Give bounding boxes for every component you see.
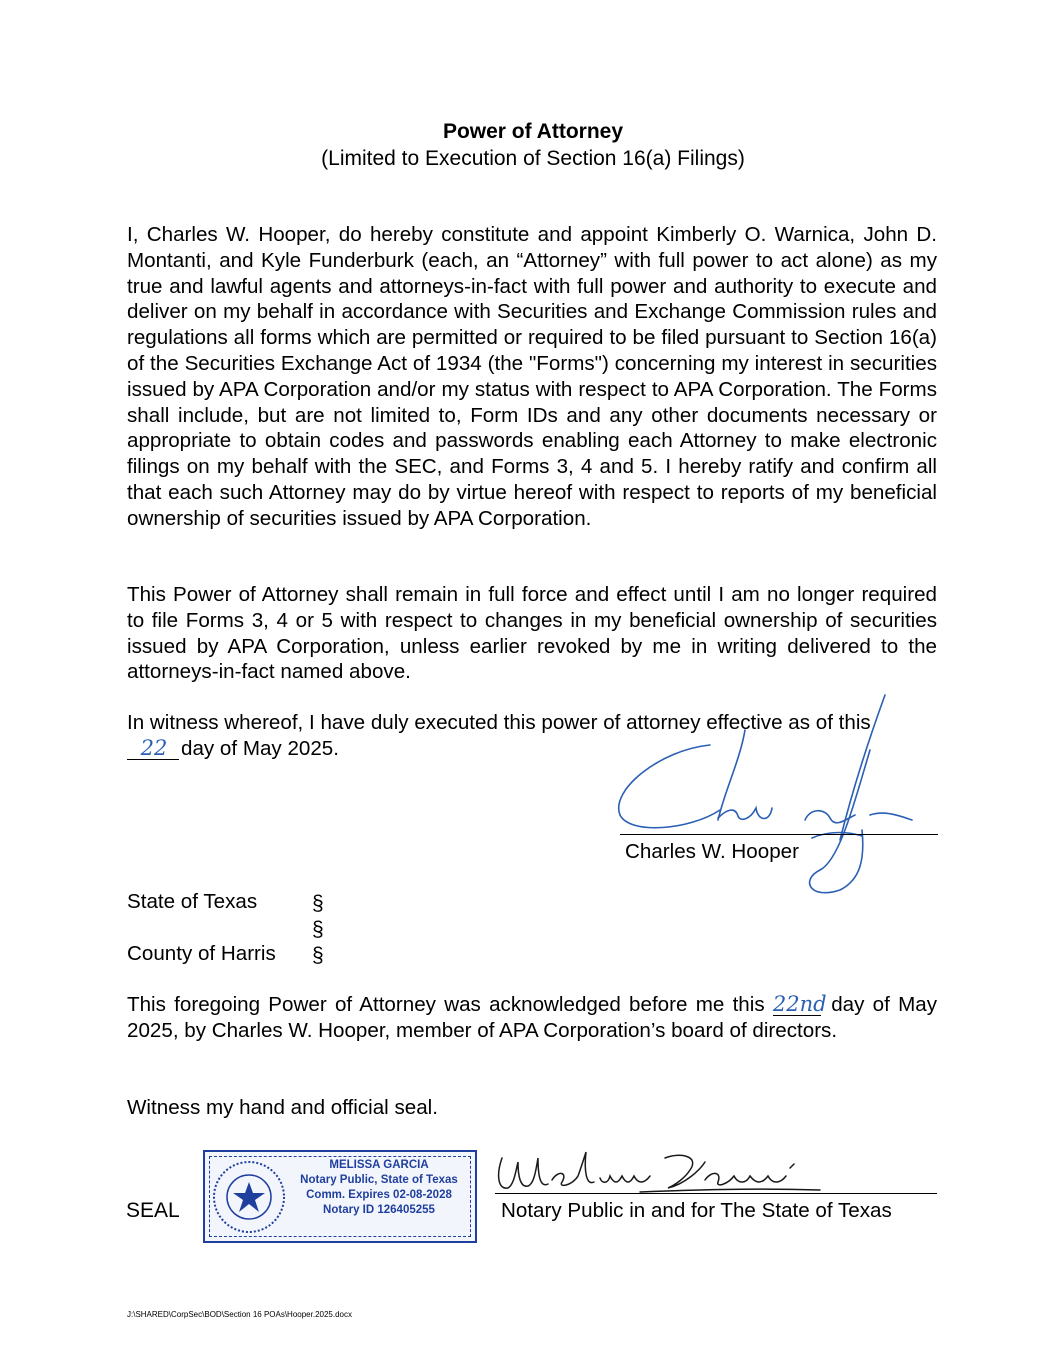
section-symbol: §	[312, 918, 324, 941]
witness-day-handwritten: 22	[140, 735, 168, 760]
ack-day-handwritten: 22nd	[772, 992, 827, 1016]
notary-caption: Notary Public in and for The State of Texas	[501, 1199, 892, 1222]
stamp-notary-id: Notary ID 126405255	[323, 1204, 435, 1216]
stamp-commission-title: Notary Public, State of Texas	[300, 1174, 458, 1186]
ack-text-a: This foregoing Power of Attorney was acknowledged before me this	[127, 993, 765, 1016]
notary-signature-line	[495, 1193, 937, 1194]
acknowledgment-paragraph	[127, 992, 937, 1044]
document-subtitle: (Limited to Execution of Section 16(a) Filings)	[321, 147, 745, 170]
notary-stamp-emblem	[210, 1158, 288, 1236]
footer-file-path: J:\SHARED\CorpSec\BOD\Section 16 POAs\Hooper.2025.docx	[127, 1310, 352, 1319]
witness-text-b: day of May 2025.	[181, 736, 339, 760]
ack-day-blank	[772, 992, 827, 1018]
document-title: Power of Attorney	[442, 120, 624, 143]
witness-seal-text: Witness my hand and official seal.	[127, 1096, 438, 1119]
county-label: County of Harris	[127, 942, 276, 965]
section-symbol: §	[312, 892, 324, 915]
notary-stamp-text	[288, 1158, 470, 1218]
signer-signature-line	[620, 834, 938, 835]
state-label: State of Texas	[127, 890, 258, 913]
witness-day-blank	[127, 736, 181, 762]
stamp-expiration: Comm. Expires 02-08-2028	[306, 1189, 452, 1201]
signer-name: Charles W. Hooper	[625, 840, 799, 863]
signer-signature	[600, 690, 930, 900]
appointment-paragraph: I, Charles W. Hooper, do hereby constitute and appoint Kimberly O. Warnica, John D. Montanti, and Kyle Funderburk (each, an “Attorney” with full power to act alone) as my true and lawful agents and attorneys-in-fact with full power and authority to execute and deliver on my behalf in accordance with Securities and Exchange Commission rules and regulations all forms which are permitted or required to be filed pursuant to Section 16(a) of the Securities Exchange Act of 1934 (the "Forms") concerning my interest in securities issued by APA Corporation and/or my status with respect to APA Corporation. The Forms shall include, but are not limited to, Form IDs and any other documents necessary or appropriate to obtain codes and passwords enabling each Attorney to make electronic filings on my behalf with the SEC, and Forms 3, 4 and 5. I hereby ratify and confirm all that each such Attorney may do by virtue hereof with respect to reports of my beneficial ownership of securities issued by APA Corporation.	[127, 223, 937, 530]
stamp-notary-name: MELISSA GARCIA	[329, 1159, 429, 1171]
duration-paragraph: This Power of Attorney shall remain in full force and effect until I am no longer required to file Forms 3, 4 or 5 with respect to changes in my beneficial ownership of securities issued by APA Corporation, unless earlier revoked by me in writing delivered to the attorneys-in-fact named above.	[127, 583, 937, 684]
ack-text-b: day of May 2025, by Charles W. Hooper, member of APA Corporation’s board of directors.	[127, 993, 938, 1042]
notary-signature	[490, 1140, 830, 1200]
witness-text-a: In witness whereof, I have duly executed this power of attorney effective as of this	[127, 711, 871, 734]
seal-label: SEAL	[126, 1199, 180, 1222]
section-symbol: §	[312, 944, 324, 967]
